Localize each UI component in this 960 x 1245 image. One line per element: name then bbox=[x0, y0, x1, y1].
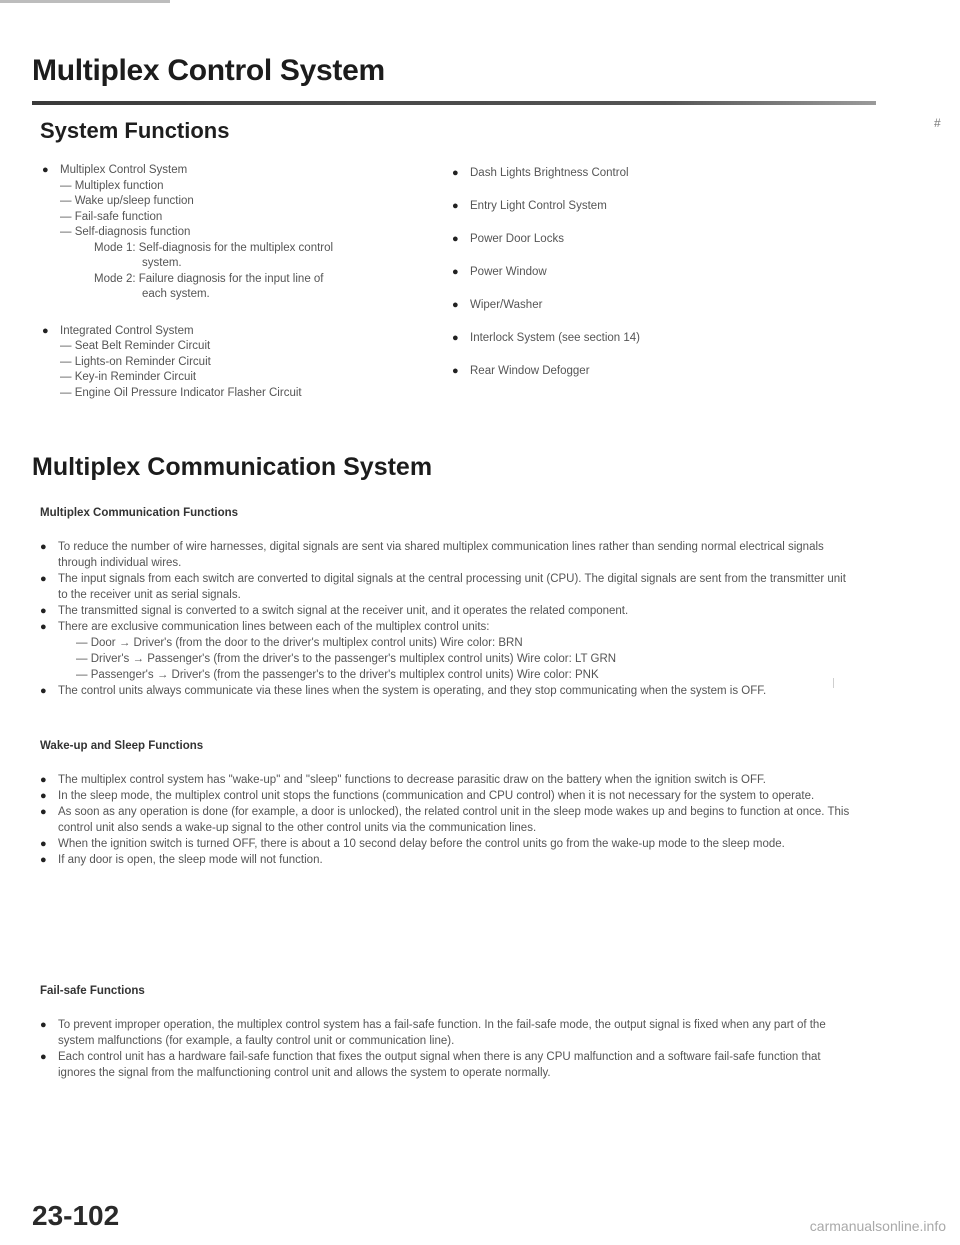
list-item bbox=[40, 571, 850, 603]
communication-title: Multiplex Communication System bbox=[32, 453, 433, 481]
system-functions-left-column bbox=[42, 163, 422, 401]
list-item bbox=[452, 199, 832, 215]
sub-item: — Lights-on Reminder Circuit bbox=[60, 355, 211, 368]
list-item-label: Interlock System (see section 14) bbox=[470, 332, 641, 344]
bullet-icon: ● bbox=[40, 573, 47, 585]
list-item bbox=[40, 603, 850, 619]
system-functions-right-column bbox=[452, 166, 832, 397]
sub-item: — Wake up/sleep function bbox=[60, 195, 194, 207]
bullet-icon: ● bbox=[452, 233, 459, 245]
bullet-icon: ● bbox=[452, 266, 459, 278]
wire-line-item: — Door → Driver's (from the door to the driver's multiplex control units) Wire color: BRN bbox=[76, 637, 523, 649]
bullet-icon: ● bbox=[452, 332, 459, 344]
bullet-icon: ● bbox=[40, 685, 47, 697]
list-item bbox=[40, 772, 850, 788]
bullet-icon: ● bbox=[42, 164, 49, 176]
bullet-icon: ● bbox=[40, 1019, 47, 1031]
corner-mark: # bbox=[934, 116, 941, 130]
watermark: carmanualsonline.info bbox=[809, 1218, 946, 1234]
sub-item: — Self-diagnosis function bbox=[60, 226, 191, 238]
mode-line-continued: system. bbox=[142, 257, 182, 269]
list-item-text: To prevent improper operation, the multiplex control system has a fail-safe function. In the fail-safe mode, the output signal is fixed when any part of the system malfunctions (for example, a faulty control unit or communication line). bbox=[58, 1019, 826, 1047]
bullet-icon: ● bbox=[40, 854, 47, 866]
sub-item: — Multiplex function bbox=[60, 179, 164, 192]
list-item-text: Each control unit has a hardware fail-safe function that fixes the output signal when there is any CPU malfunction and a software fail-safe function that ignores the signal from the malfunctioning control unit and allows the system to operate normally. bbox=[58, 1051, 821, 1079]
bullet-icon: ● bbox=[40, 790, 47, 802]
bullet-icon: ● bbox=[452, 167, 459, 179]
mode-line: Mode 1: Self-diagnosis for the multiplex control bbox=[94, 241, 334, 254]
mode-line: Mode 2: Failure diagnosis for the input line of bbox=[94, 272, 324, 285]
fail-safe-bullets bbox=[40, 1017, 850, 1081]
list-item bbox=[40, 788, 850, 804]
page-title: Multiplex Control System bbox=[32, 54, 385, 87]
sub-item: — Fail-safe function bbox=[60, 210, 163, 223]
list-item-label: Multiplex Control System bbox=[60, 164, 188, 176]
list-item bbox=[40, 619, 850, 635]
wire-line-item: — Passenger's → Driver's (from the passenger's to the driver's multiplex control units) Wire color: PNK bbox=[76, 669, 599, 681]
list-item-label: Power Door Locks bbox=[470, 233, 564, 245]
list-item bbox=[40, 836, 850, 852]
bullet-icon: ● bbox=[452, 365, 459, 377]
sub-item: — Engine Oil Pressure Indicator Flasher Circuit bbox=[60, 386, 302, 399]
bullet-icon: ● bbox=[40, 621, 47, 633]
list-item-label: Power Window bbox=[470, 266, 547, 278]
list-item-text: The multiplex control system has "wake-up" and "sleep" functions to decrease parasitic draw on the battery when the ignition switch is OFF. bbox=[58, 774, 766, 786]
bullet-icon: ● bbox=[452, 299, 459, 311]
list-item bbox=[40, 539, 850, 571]
page-number: 23-102 bbox=[32, 1200, 120, 1231]
bullet-icon: ● bbox=[40, 806, 47, 818]
list-item bbox=[42, 324, 422, 402]
list-item-text: If any door is open, the sleep mode will not function. bbox=[58, 854, 323, 866]
bullet-icon: ● bbox=[40, 1051, 47, 1063]
bullet-icon: ● bbox=[40, 774, 47, 786]
bullet-icon: ● bbox=[40, 541, 47, 553]
mode-line-continued: each system. bbox=[142, 288, 210, 300]
bullet-icon: ● bbox=[40, 605, 47, 617]
margin-tick bbox=[833, 678, 834, 688]
list-item-label: Rear Window Defogger bbox=[470, 365, 590, 377]
list-item bbox=[452, 232, 832, 248]
list-item-text: As soon as any operation is done (for example, a door is unlocked), the related control unit in the sleep mode wakes up and begins to function at once. This control unit also sends a wake-up signal to the other control units via the communication lines. bbox=[58, 806, 850, 834]
list-item bbox=[452, 298, 832, 314]
top-edge-rule bbox=[0, 0, 170, 3]
list-item bbox=[452, 265, 832, 281]
list-item-label: Dash Lights Brightness Control bbox=[470, 167, 629, 179]
list-item-text: When the ignition switch is turned OFF, there is about a 10 second delay before the control units go from the wake-up mode to the sleep mode. bbox=[58, 838, 785, 850]
list-item bbox=[40, 1049, 850, 1081]
list-item bbox=[40, 1017, 850, 1049]
list-item-text: There are exclusive communication lines between each of the multiplex control units: bbox=[58, 621, 490, 633]
fail-safe-heading: Fail-safe Functions bbox=[40, 985, 145, 997]
title-rule bbox=[32, 101, 876, 105]
wire-line-item: — Driver's → Passenger's (from the driver's to the passenger's multiplex control units) Wire color: LT GRN bbox=[76, 653, 617, 665]
list-item-text: The control units always communicate via these lines when the system is operating, and they stop communicating when the system is OFF. bbox=[58, 685, 767, 697]
list-item-label: Wiper/Washer bbox=[470, 299, 543, 311]
bullet-icon: ● bbox=[40, 838, 47, 850]
sub-item: — Key-in Reminder Circuit bbox=[60, 371, 197, 383]
wake-sleep-bullets bbox=[40, 772, 850, 868]
bullet-icon: ● bbox=[452, 200, 459, 212]
list-item bbox=[452, 166, 832, 182]
list-item-text: To reduce the number of wire harnesses, digital signals are sent via shared multiplex communication lines rather than sending normal electrical signals through individual wires. bbox=[58, 541, 824, 569]
list-item bbox=[42, 163, 422, 303]
wake-sleep-heading: Wake-up and Sleep Functions bbox=[40, 740, 204, 752]
bullet-icon: ● bbox=[42, 324, 49, 337]
list-item-label: Integrated Control System bbox=[60, 324, 194, 337]
list-item bbox=[40, 852, 850, 868]
list-item-label: Entry Light Control System bbox=[470, 200, 607, 212]
list-item-text: The input signals from each switch are converted to digital signals at the central processing unit (CPU). The digital signals are sent from the transmitter unit to the receiver unit as serial signals. bbox=[58, 573, 846, 601]
system-functions-title: System Functions bbox=[40, 118, 230, 143]
list-item bbox=[40, 683, 850, 699]
list-item bbox=[40, 804, 850, 836]
list-item bbox=[452, 364, 832, 380]
communication-functions-heading: Multiplex Communication Functions bbox=[40, 507, 239, 519]
sub-item: — Seat Belt Reminder Circuit bbox=[60, 340, 211, 352]
list-item-text: The transmitted signal is converted to a switch signal at the receiver unit, and it operates the related component. bbox=[58, 605, 629, 617]
communication-bullets bbox=[40, 539, 850, 699]
list-item bbox=[452, 331, 832, 347]
list-item-text: In the sleep mode, the multiplex control unit stops the functions (communication and CPU control) when it is not necessary for the system to operate. bbox=[58, 790, 815, 802]
